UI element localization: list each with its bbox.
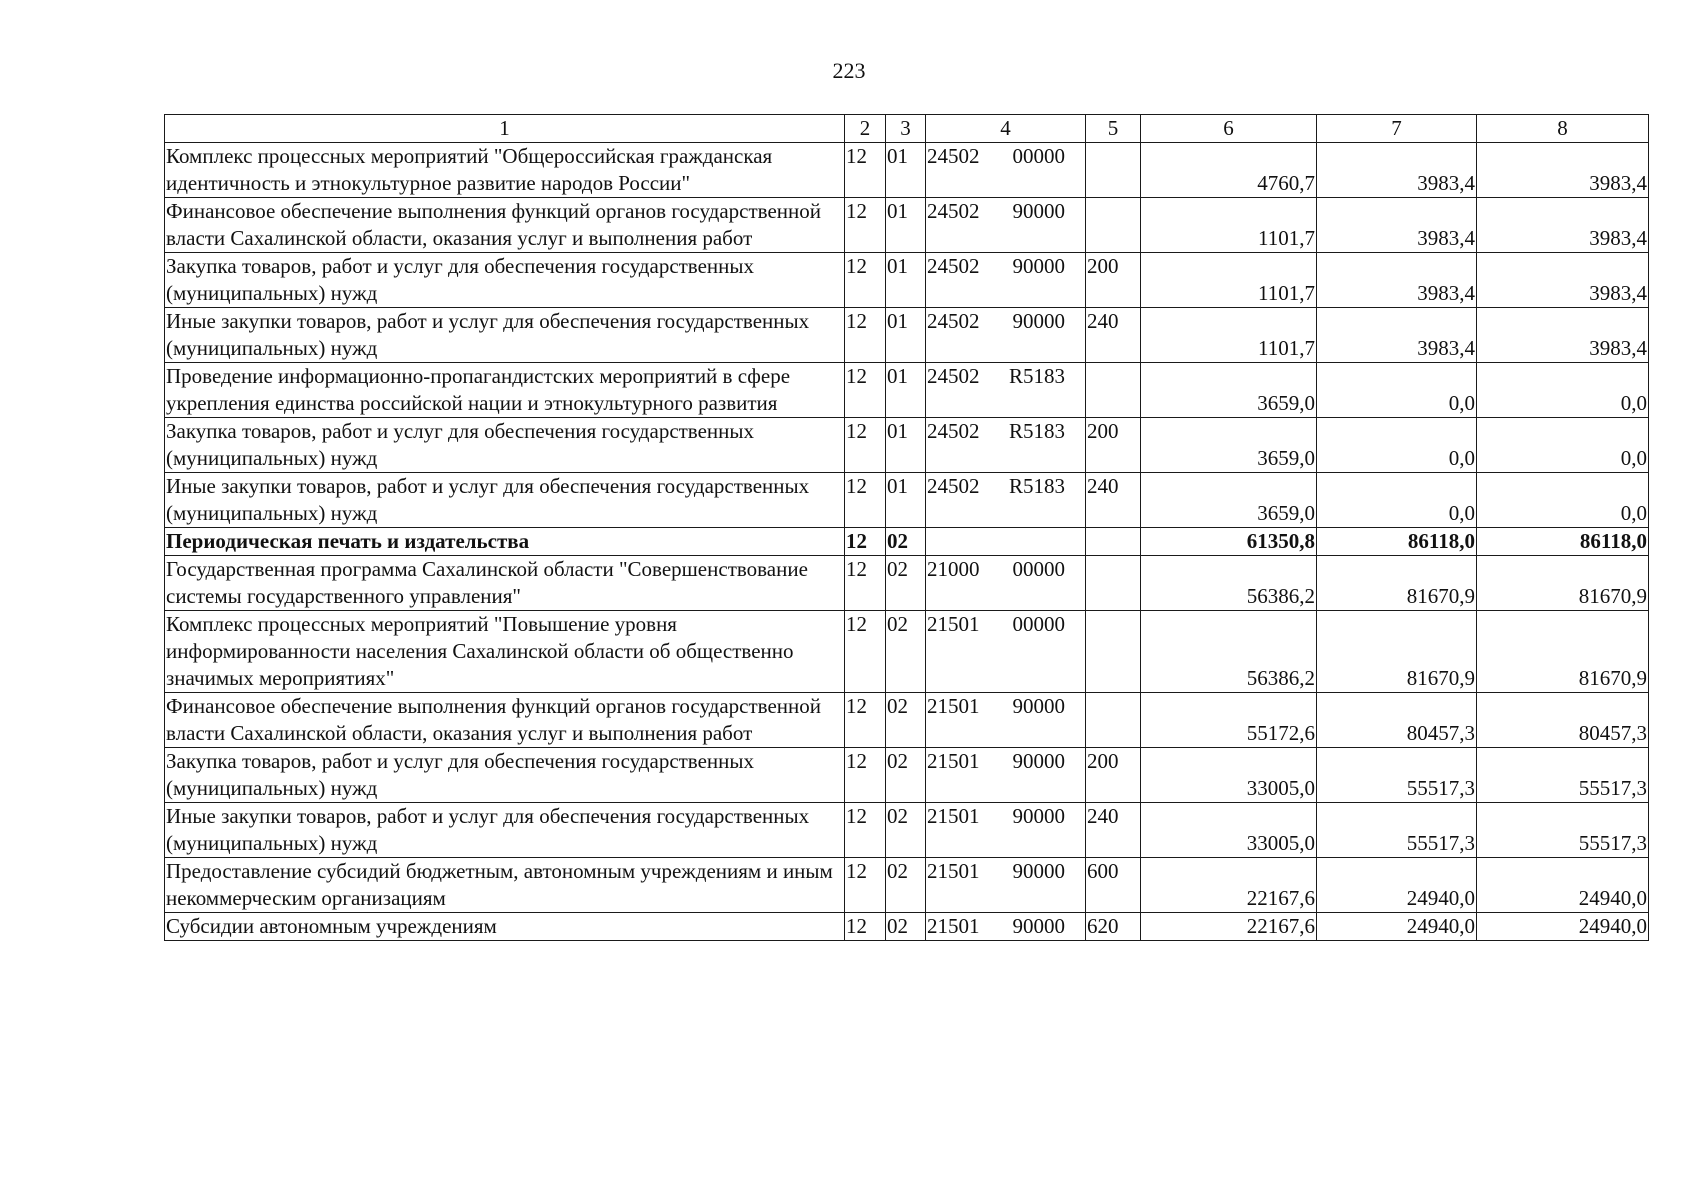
amount-col-8: 0,0 — [1477, 418, 1649, 473]
table-row — [165, 473, 1649, 528]
program-code: 21501 — [927, 749, 980, 773]
amount-col-6: 22167,6 — [1141, 858, 1317, 913]
target-article-code — [926, 858, 1086, 913]
target-article-code — [926, 803, 1086, 858]
program-code: 24502 — [927, 364, 980, 388]
amount-col-7: 55517,3 — [1317, 803, 1477, 858]
subsection-code: 01 — [886, 308, 926, 363]
direction-code: R5183 — [1008, 474, 1065, 498]
table-row — [165, 308, 1649, 363]
direction-code: 90000 — [1012, 199, 1065, 223]
amount-col-7: 0,0 — [1317, 363, 1477, 418]
amount-col-7: 0,0 — [1317, 473, 1477, 528]
header-cell-6: 6 — [1141, 115, 1317, 143]
table-row — [165, 913, 1649, 941]
amount-col-7: 24940,0 — [1317, 858, 1477, 913]
header-cell-3: 3 — [886, 115, 926, 143]
header-cell-2: 2 — [845, 115, 886, 143]
target-article-code — [926, 198, 1086, 253]
row-name: Субсидии автономным учреждениям — [165, 913, 845, 941]
expense-type-code — [1086, 363, 1141, 418]
row-name: Финансовое обеспечение выполнения функций органов государственной власти Сахалинской области, оказания услуг и выполнения работ — [165, 693, 845, 748]
amount-col-8: 81670,9 — [1477, 611, 1649, 693]
program-code: 21501 — [927, 914, 980, 938]
amount-col-8: 3983,4 — [1477, 198, 1649, 253]
amount-col-6: 55172,6 — [1141, 693, 1317, 748]
amount-col-8: 55517,3 — [1477, 803, 1649, 858]
amount-col-7: 80457,3 — [1317, 693, 1477, 748]
direction-code: 90000 — [1012, 694, 1065, 718]
direction-code: 90000 — [1012, 254, 1065, 278]
subsection-code: 02 — [886, 803, 926, 858]
amount-col-8: 81670,9 — [1477, 556, 1649, 611]
row-name: Закупка товаров, работ и услуг для обеспечения государственных (муниципальных) нужд — [165, 748, 845, 803]
subsection-code: 01 — [886, 253, 926, 308]
table-row — [165, 611, 1649, 693]
direction-code: 90000 — [1012, 804, 1065, 828]
subsection-code: 01 — [886, 363, 926, 418]
row-name: Проведение информационно-пропагандистских мероприятий в сфере укрепления единства российской нации и этнокультурного развития — [165, 363, 845, 418]
amount-col-7: 24940,0 — [1317, 913, 1477, 941]
amount-col-6: 56386,2 — [1141, 556, 1317, 611]
amount-col-6: 22167,6 — [1141, 913, 1317, 941]
section-code: 12 — [845, 858, 886, 913]
table-body — [165, 115, 1649, 941]
expense-type-code — [1086, 611, 1141, 693]
program-code: 24502 — [927, 254, 980, 278]
amount-col-8: 24940,0 — [1477, 913, 1649, 941]
amount-col-8: 0,0 — [1477, 363, 1649, 418]
amount-col-7: 86118,0 — [1317, 528, 1477, 556]
expense-type-code: 200 — [1086, 418, 1141, 473]
header-cell-1: 1 — [165, 115, 845, 143]
program-code: 21501 — [927, 859, 980, 883]
direction-code: 90000 — [1012, 749, 1065, 773]
subsection-code: 01 — [886, 198, 926, 253]
direction-code: 00000 — [1012, 612, 1065, 636]
expense-type-code — [1086, 528, 1141, 556]
section-code: 12 — [845, 611, 886, 693]
expense-type-code: 240 — [1086, 308, 1141, 363]
program-code: 24502 — [927, 144, 980, 168]
amount-col-6: 56386,2 — [1141, 611, 1317, 693]
table-row — [165, 363, 1649, 418]
amount-col-8: 3983,4 — [1477, 308, 1649, 363]
subsection-code: 02 — [886, 528, 926, 556]
header-cell-7: 7 — [1317, 115, 1477, 143]
target-article-code — [926, 253, 1086, 308]
table-row — [165, 528, 1649, 556]
row-name: Предоставление субсидий бюджетным, автономным учреждениям и иным некоммерческим организациям — [165, 858, 845, 913]
amount-col-6: 33005,0 — [1141, 748, 1317, 803]
amount-col-8: 80457,3 — [1477, 693, 1649, 748]
section-code: 12 — [845, 556, 886, 611]
row-name: Иные закупки товаров, работ и услуг для обеспечения государственных (муниципальных) нужд — [165, 803, 845, 858]
amount-col-8: 24940,0 — [1477, 858, 1649, 913]
subsection-code: 01 — [886, 473, 926, 528]
direction-code: 90000 — [1012, 914, 1065, 938]
section-code: 12 — [845, 253, 886, 308]
amount-col-6: 4760,7 — [1141, 143, 1317, 198]
row-name: Закупка товаров, работ и услуг для обеспечения государственных (муниципальных) нужд — [165, 418, 845, 473]
direction-code: 90000 — [1012, 309, 1065, 333]
direction-code: 90000 — [1012, 859, 1065, 883]
expense-type-code: 240 — [1086, 803, 1141, 858]
subsection-code: 02 — [886, 748, 926, 803]
amount-col-7: 3983,4 — [1317, 143, 1477, 198]
section-code: 12 — [845, 803, 886, 858]
subsection-code: 02 — [886, 556, 926, 611]
program-code: 24502 — [927, 199, 980, 223]
amount-col-6: 3659,0 — [1141, 418, 1317, 473]
program-code: 21000 — [927, 557, 980, 581]
subsection-code: 01 — [886, 418, 926, 473]
amount-col-6: 3659,0 — [1141, 473, 1317, 528]
direction-code: 00000 — [1012, 144, 1065, 168]
amount-col-8: 55517,3 — [1477, 748, 1649, 803]
target-article-code — [926, 611, 1086, 693]
subsection-code: 01 — [886, 143, 926, 198]
amount-col-6: 1101,7 — [1141, 198, 1317, 253]
direction-code: R5183 — [1008, 419, 1065, 443]
header-cell-4: 4 — [926, 115, 1086, 143]
header-cell-5: 5 — [1086, 115, 1141, 143]
table-row — [165, 748, 1649, 803]
header-cell-8: 8 — [1477, 115, 1649, 143]
section-code: 12 — [845, 913, 886, 941]
table-row — [165, 858, 1649, 913]
expense-type-code — [1086, 556, 1141, 611]
expense-type-code: 240 — [1086, 473, 1141, 528]
target-article-code — [926, 528, 1086, 556]
amount-col-7: 55517,3 — [1317, 748, 1477, 803]
table-row — [165, 803, 1649, 858]
amount-col-6: 33005,0 — [1141, 803, 1317, 858]
section-code: 12 — [845, 693, 886, 748]
amount-col-6: 1101,7 — [1141, 253, 1317, 308]
expense-type-code: 600 — [1086, 858, 1141, 913]
table-row — [165, 418, 1649, 473]
amount-col-8: 3983,4 — [1477, 143, 1649, 198]
amount-col-7: 81670,9 — [1317, 556, 1477, 611]
expense-type-code — [1086, 198, 1141, 253]
amount-col-8: 3983,4 — [1477, 253, 1649, 308]
amount-col-6: 1101,7 — [1141, 308, 1317, 363]
section-code: 12 — [845, 143, 886, 198]
amount-col-7: 3983,4 — [1317, 308, 1477, 363]
header-row — [165, 115, 1649, 143]
amount-col-6: 61350,8 — [1141, 528, 1317, 556]
subsection-code: 02 — [886, 913, 926, 941]
program-code: 21501 — [927, 804, 980, 828]
expense-type-code: 200 — [1086, 748, 1141, 803]
section-code: 12 — [845, 748, 886, 803]
expense-type-code — [1086, 693, 1141, 748]
target-article-code — [926, 693, 1086, 748]
expense-type-code — [1086, 143, 1141, 198]
table-row — [165, 556, 1649, 611]
page-number: 223 — [832, 58, 866, 83]
table-row — [165, 198, 1649, 253]
target-article-code — [926, 473, 1086, 528]
program-code: 21501 — [927, 612, 980, 636]
target-article-code — [926, 143, 1086, 198]
row-name: Комплекс процессных мероприятий "Общероссийская гражданская идентичность и этнокультурное развитие народов России" — [165, 143, 845, 198]
program-code: 24502 — [927, 419, 980, 443]
amount-col-7: 3983,4 — [1317, 198, 1477, 253]
expense-type-code: 200 — [1086, 253, 1141, 308]
target-article-code — [926, 418, 1086, 473]
table-row — [165, 693, 1649, 748]
subsection-code: 02 — [886, 611, 926, 693]
table-row — [165, 253, 1649, 308]
direction-code: 00000 — [1012, 557, 1065, 581]
direction-code: R5183 — [1008, 364, 1065, 388]
amount-col-8: 86118,0 — [1477, 528, 1649, 556]
section-code: 12 — [845, 198, 886, 253]
section-code: 12 — [845, 418, 886, 473]
program-code: 24502 — [927, 474, 980, 498]
table-row — [165, 143, 1649, 198]
program-code: 21501 — [927, 694, 980, 718]
target-article-code — [926, 308, 1086, 363]
row-name: Иные закупки товаров, работ и услуг для обеспечения государственных (муниципальных) нужд — [165, 473, 845, 528]
section-code: 12 — [845, 308, 886, 363]
amount-col-7: 3983,4 — [1317, 253, 1477, 308]
section-code: 12 — [845, 528, 886, 556]
amount-col-7: 0,0 — [1317, 418, 1477, 473]
section-code: 12 — [845, 363, 886, 418]
target-article-code — [926, 363, 1086, 418]
expense-type-code: 620 — [1086, 913, 1141, 941]
budget-table — [164, 114, 1649, 941]
target-article-code — [926, 556, 1086, 611]
amount-col-6: 3659,0 — [1141, 363, 1317, 418]
amount-col-7: 81670,9 — [1317, 611, 1477, 693]
target-article-code — [926, 913, 1086, 941]
row-name: Комплекс процессных мероприятий "Повышение уровня информированности населения Сахалинской области об общественно значимых мероприятиях" — [165, 611, 845, 693]
subsection-code: 02 — [886, 858, 926, 913]
program-code: 24502 — [927, 309, 980, 333]
row-name: Закупка товаров, работ и услуг для обеспечения государственных (муниципальных) нужд — [165, 253, 845, 308]
row-name: Финансовое обеспечение выполнения функций органов государственной власти Сахалинской области, оказания услуг и выполнения работ — [165, 198, 845, 253]
row-name: Иные закупки товаров, работ и услуг для обеспечения государственных (муниципальных) нужд — [165, 308, 845, 363]
target-article-code — [926, 748, 1086, 803]
amount-col-8: 0,0 — [1477, 473, 1649, 528]
subsection-code: 02 — [886, 693, 926, 748]
section-code: 12 — [845, 473, 886, 528]
row-name: Государственная программа Сахалинской области "Совершенствование системы государственного управления" — [165, 556, 845, 611]
row-name: Периодическая печать и издательства — [165, 528, 845, 556]
